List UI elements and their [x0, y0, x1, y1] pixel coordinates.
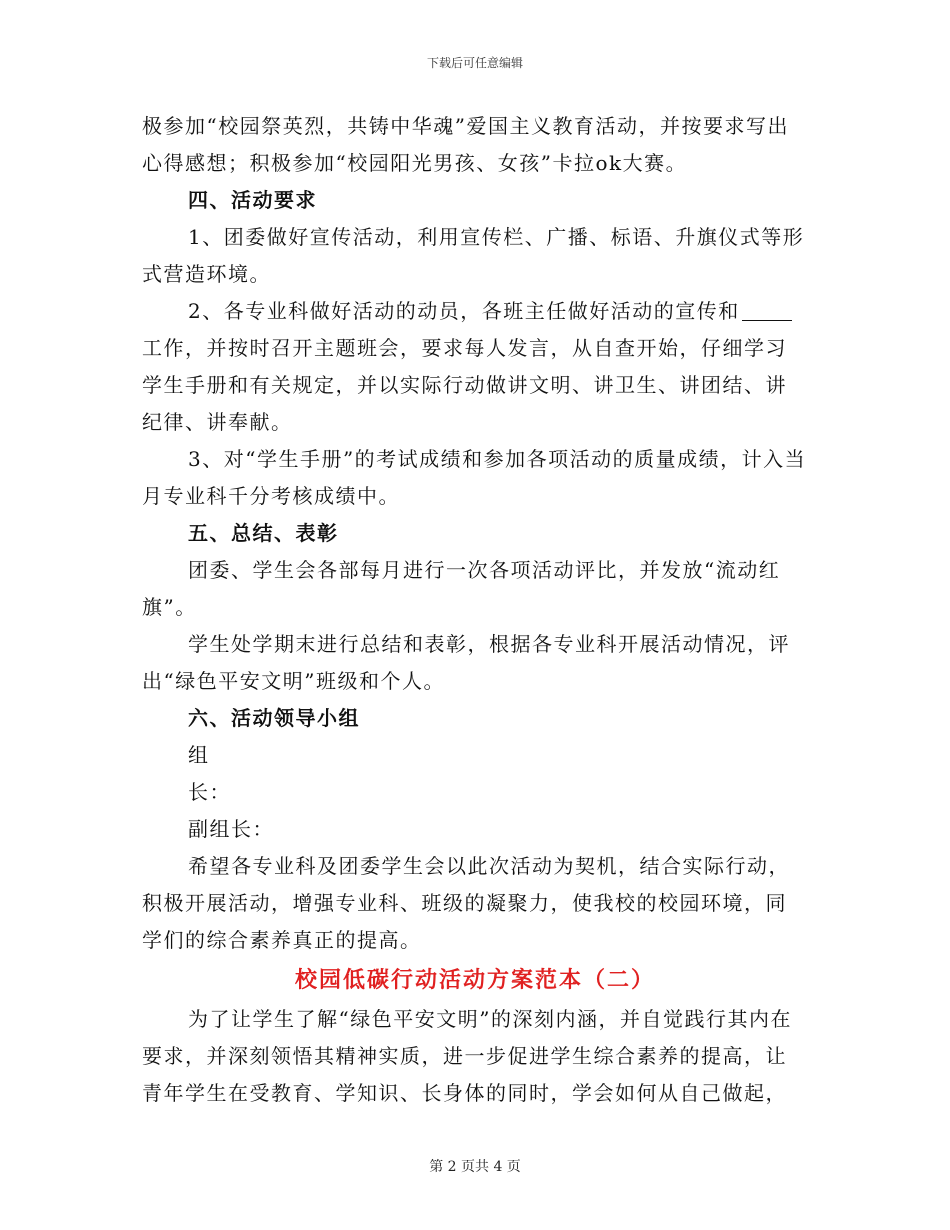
- requirement-3: 3、对“学生手册”的考试成绩和参加各项活动的质量成绩，计入当月专业科千分考核成绩中。: [142, 447, 807, 508]
- requirement-2-part-a: 2、各专业科做好活动的动员，各班主任做好活动的宣传和: [188, 299, 740, 323]
- document-body: [142, 108, 808, 1112]
- closing-paragraph: 希望各专业科及团委学生会以此次活动为契机，结合实际行动，积极开展活动，增强专业科、班级的凝聚力，使我校的校园环境，同学们的综合素养真正的提高。: [142, 854, 790, 952]
- page-header: 下载后可任意编辑: [426, 56, 523, 70]
- page-footer: 第 2 页共 4 页: [429, 1159, 521, 1175]
- leader-line-2: 长：: [188, 780, 231, 804]
- requirement-1: 1、团委做好宣传活动，利用宣传栏、广播、标语、升旗仪式等形式营造环境。: [142, 225, 805, 286]
- requirement-2-part-b: 工作，并按时召开主题班会，要求每人发言，从自查开始，仔细学习学生手册和有关规定，并以实际行动做讲文明、讲卫生、讲团结、讲纪律、讲奉献。: [142, 336, 787, 434]
- vice-leader-line: 副组长：: [188, 817, 274, 841]
- section-title: 校园低碳行动活动方案范本（二）: [294, 967, 655, 993]
- requirement-2: [142, 293, 808, 441]
- leader-line-1: 组: [188, 743, 210, 767]
- section-heading-5: 五、总结、表彰: [188, 521, 339, 545]
- paragraph: 极参加“校园祭英烈，共铸中华魂”爱国主义教育活动，并按要求写出心得感想；积极参加“校园阳光男孩、女孩”卡拉ok大赛。: [142, 114, 789, 175]
- intro-paragraph: 为了让学生了解“绿色平安文明”的深刻内涵，并自觉践行其内在要求，并深刻领悟其精神实质，进一步促进学生综合素养的提高，让青年学生在受教育、学知识、长身体的同时，学会如何从自己做起，: [142, 1007, 792, 1105]
- summary-paragraph-2: 学生处学期末进行总结和表彰，根据各专业科开展活动情况，评出“绿色平安文明”班级和个人。: [142, 632, 790, 693]
- fill-in-blank: [742, 300, 792, 321]
- section-heading-6: 六、活动领导小组: [188, 706, 360, 730]
- summary-paragraph-1: 团委、学生会各部每月进行一次各项活动评比，并发放“流动红旗”。: [142, 558, 781, 619]
- section-heading-4: 四、活动要求: [188, 188, 317, 212]
